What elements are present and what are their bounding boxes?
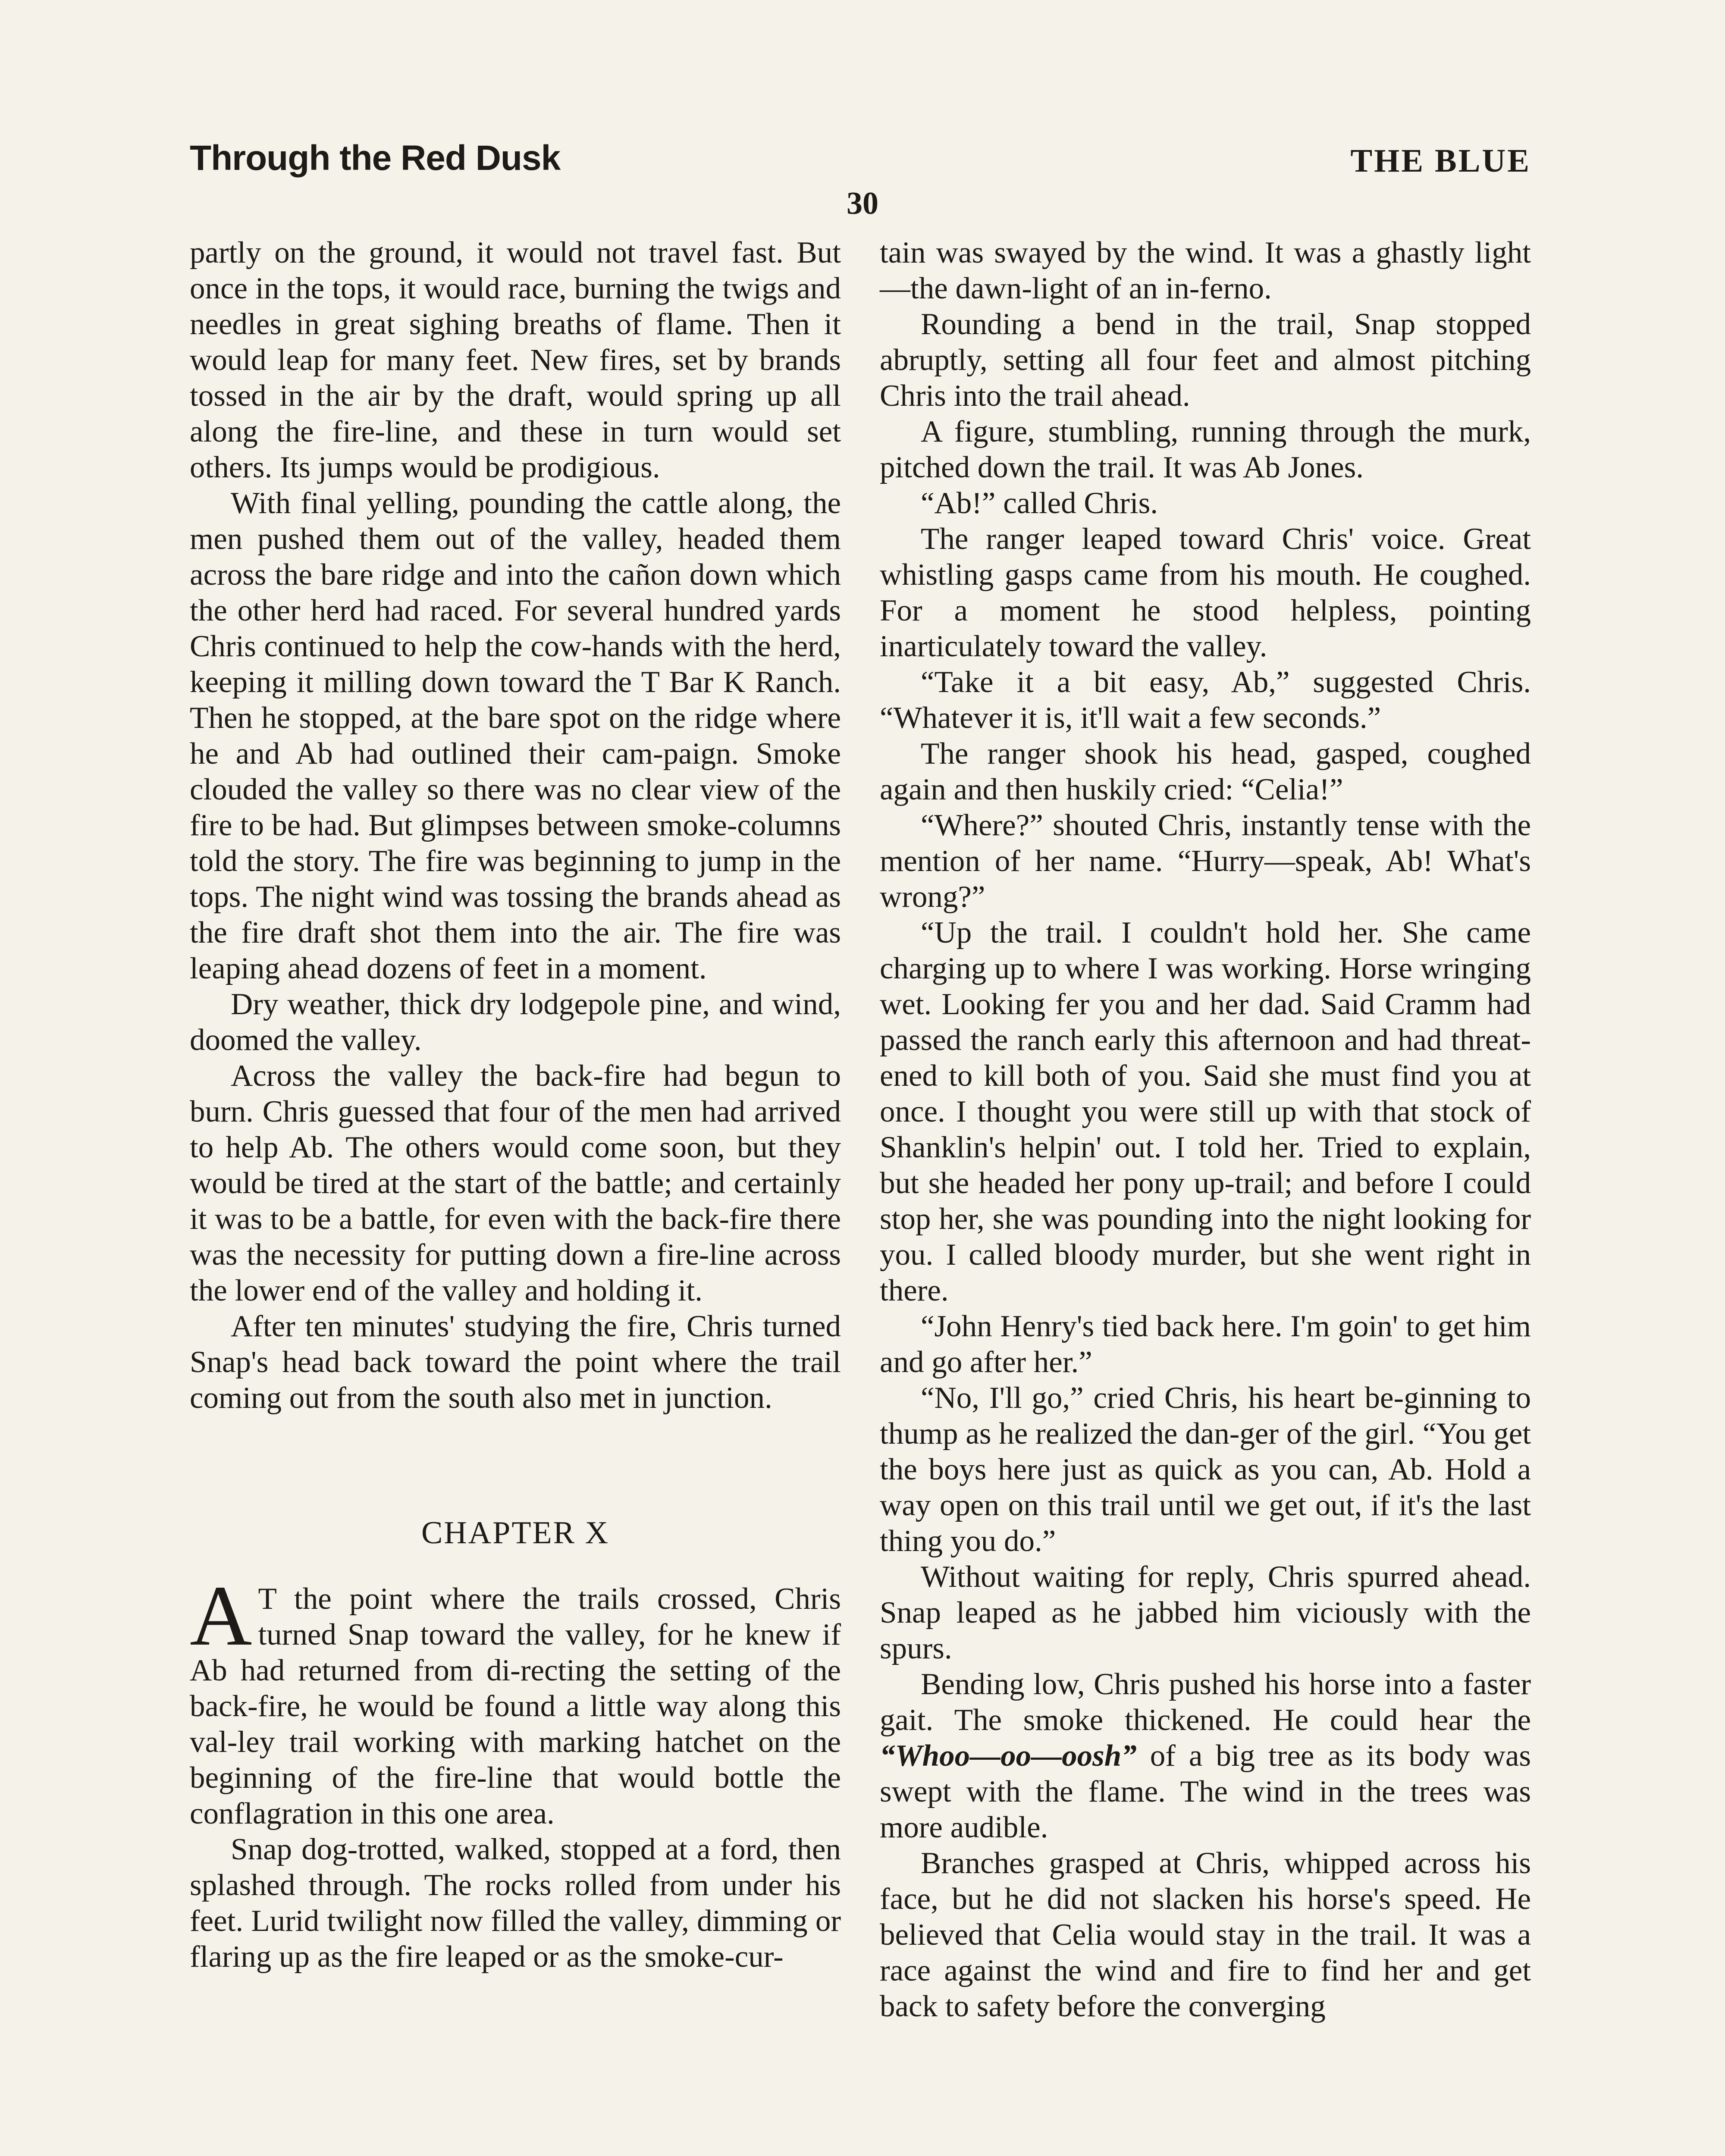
paragraph: Across the valley the back-fire had begun to burn. Chris guessed that four of the men had arrived to help Ab. The others would come soon, but they would be tired at the start of the battle; and certainly it was to be a battle, for even with the back-fire there was the necessity for putting down a fire-line across the lower end of the valley and holding it. [190, 1059, 841, 1307]
paragraph: “John Henry's tied back here. I'm goin' to get him and go after her.” [880, 1310, 1531, 1379]
paragraph: “Take it a bit easy, Ab,” suggested Chris. “Whatever it is, it'll wait a few seconds.” [880, 665, 1531, 735]
paragraph: tain was swayed by the wind. It was a ghastly light—the dawn-light of an in-ferno. [880, 236, 1531, 305]
paragraph-text: of a big tree as its body was swept with the flame. The wind in the trees was more audible. [880, 1739, 1531, 1844]
left-text-column [190, 235, 841, 1975]
paragraph-text: Bending low, Chris pushed his horse into a faster gait. The smoke thickened. He could hear the [880, 1667, 1531, 1737]
right-text-column [880, 235, 1531, 2024]
magazine-title-running-head: THE BLUE [1350, 143, 1531, 179]
emphasized-sound-text: “Whoo—oo—oosh” [880, 1739, 1137, 1773]
paragraph: partly on the ground, it would not travel fast. But once in the tops, it would race, burning the twigs and needles in great sighing breaths of flame. Then it would leap for many feet. New fires, set by brands tossed in the air by the draft, would spring up all along the fire-line, and these in turn would set others. Its jumps would be prodigious. [190, 236, 841, 484]
paragraph: “Up the trail. I couldn't hold her. She came charging up to where I was working. Horse wringing wet. Looking fer you and her dad. Said Cramm had passed the ranch early this afternoon and had threat-ened to kill both of you. Said she must find you at once. I thought you were still up with that stock of Shanklin's helpin' out. I told her. Tried to explain, but she headed her pony up-trail; and before I could stop her, she was pounding into the night looking for you. I called bloody murder, but she went right in there. [880, 916, 1531, 1307]
drop-cap: A [190, 1568, 252, 1664]
chapter-heading: CHAPTER X [421, 1515, 610, 1551]
paragraph: The ranger shook his head, gasped, coughed again and then huskily cried: “Celia!” [880, 737, 1531, 806]
paragraph: “Where?” shouted Chris, instantly tense with the mention of her name. “Hurry—speak, Ab! What's wrong?” [880, 808, 1531, 914]
page-number: 30 [847, 186, 878, 221]
paragraph: After ten minutes' studying the fire, Chris turned Snap's head back toward the point where the trail coming out from the south also met in junction. [190, 1310, 841, 1415]
story-title-running-head: Through the Red Dusk [190, 138, 561, 178]
paragraph: The ranger leaped toward Chris' voice. Great whistling gasps came from his mouth. He coughed. For a moment he stood helpless, pointing inarticulately toward the valley. [880, 522, 1531, 663]
paragraph-text: T the point where the trails crossed, Chris turned Snap toward the valley, for he knew if Ab had returned from di-recting the setting of the back-fire, he would be found a little way along this val-ley trail working with marking hatchet on the beginning of the fire-line that would bottle the conflagration in this one area. [190, 1582, 841, 1830]
paragraph: “No, I'll go,” cried Chris, his heart be-ginning to thump as he realized the dan-ger of the girl. “You get the boys here just as quick as you can, Ab. Hold a way open on this trail until we get out, if it's the last thing you do.” [880, 1381, 1531, 1558]
paragraph: “Ab!” called Chris. [921, 486, 1158, 520]
paragraph: Dry weather, thick dry lodgepole pine, and wind, doomed the valley. [190, 987, 841, 1057]
paragraph [880, 1667, 1531, 1846]
paragraph: Branches grasped at Chris, whipped across his face, but he did not slacken his horse's speed. He believed that Celia would stay in the trail. It was a race against the wind and fire to find her and get back to safety before the converging [880, 1846, 1531, 2023]
paragraph: Rounding a bend in the trail, Snap stopped abruptly, setting all four feet and almost pitching Chris into the trail ahead. [880, 307, 1531, 413]
paragraph: With final yelling, pounding the cattle along, the men pushed them out of the valley, headed them across the bare ridge and into the cañon down which the other herd had raced. For several hundred yards Chris continued to help the cow-hands with the herd, keeping it milling down toward the T Bar K Ranch. Then he stopped, at the bare spot on the ridge where he and Ab had outlined their cam-paign. Smoke clouded the valley so there was no clear view of the fire to be had. But glimpses between smoke-columns told the story. The fire was beginning to jump in the tops. The night wind was tossing the brands ahead as the fire draft shot them into the air. The fire was leaping ahead dozens of feet in a moment. [190, 486, 841, 985]
paragraph: Without waiting for reply, Chris spurred ahead. Snap leaped as he jabbed him viciously with the spurs. [880, 1560, 1531, 1665]
paragraph: Snap dog-trotted, walked, stopped at a ford, then splashed through. The rocks rolled from under his feet. Lurid twilight now filled the valley, dimming or flaring up as the fire leaped or as the smoke-cur- [190, 1833, 841, 1974]
chapter-opening-paragraph [190, 1568, 841, 1832]
paragraph: A figure, stumbling, running through the murk, pitched down the trail. It was Ab Jones. [880, 415, 1531, 484]
